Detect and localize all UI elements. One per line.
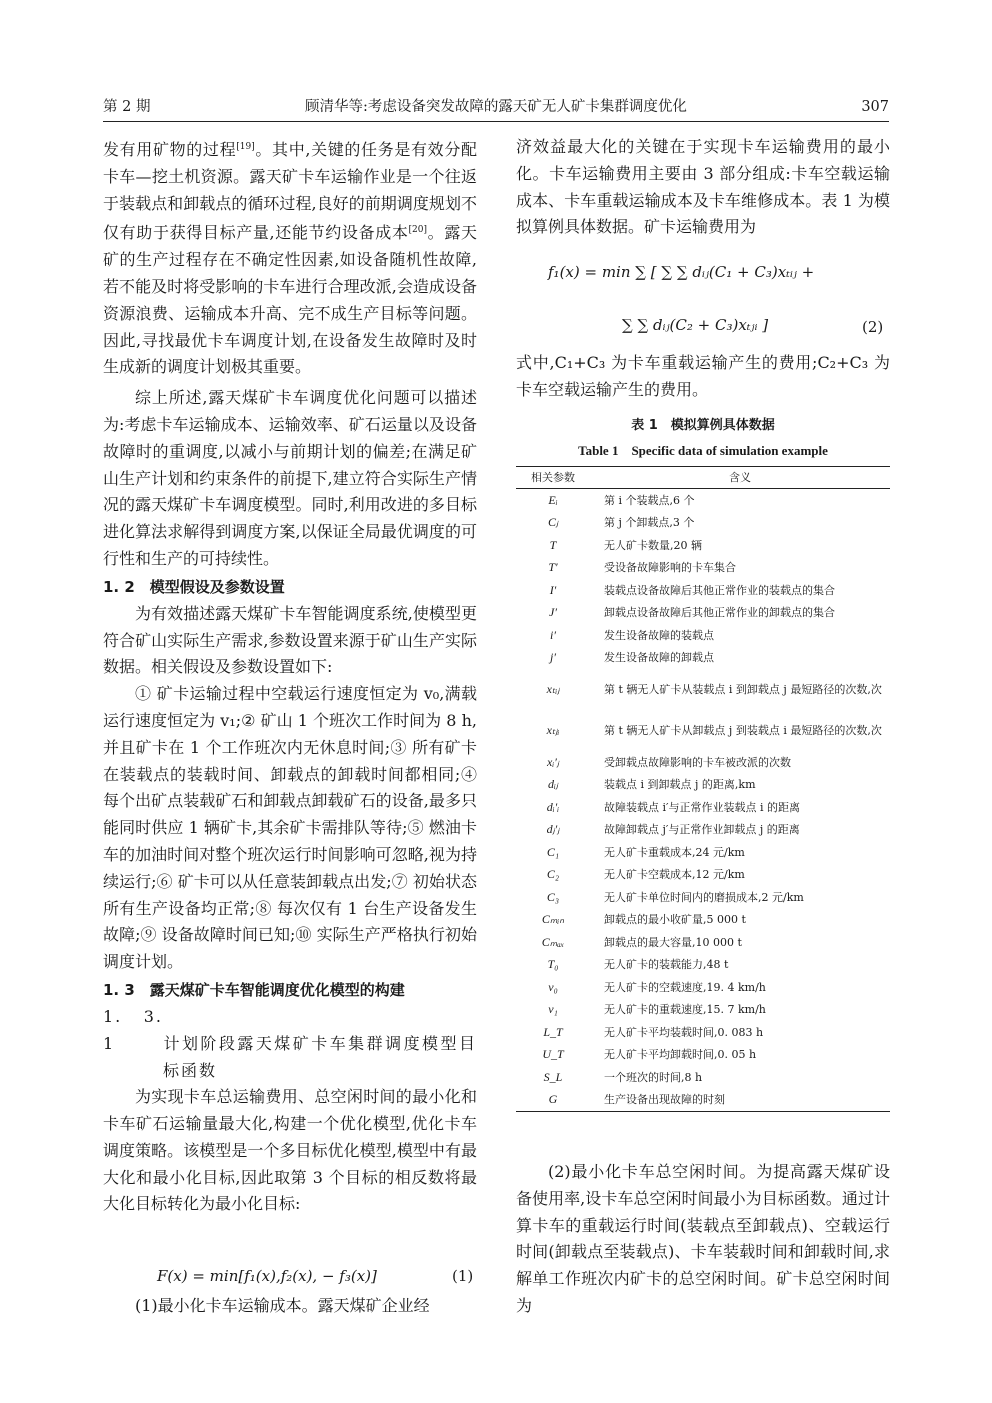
subsection-heading-1-3-1: 1. 3. 1 计划阶段露天煤矿卡车集群调度模型目标函数: [103, 1006, 477, 1080]
equation-1-number: (1): [452, 1267, 474, 1285]
table-cell-symbol: L_T: [543, 1024, 563, 1039]
table-row: [516, 796, 890, 819]
table-cell-symbol: T₀: [547, 957, 559, 972]
table-cell-meaning: 无人矿卡平均卸载时间,0. 05 h: [604, 1048, 757, 1062]
paragraph-objective: 为实现卡车总运输费用、总空闲时间的最小化和卡车矿石运输量最大化,构建一个优化模型,优化卡车调度策略。该模型是一个多目标优化模型,模型中有最大化和最小化目标,因此取第 3 个目标的相反数将最大化目标转化为最小化目标:: [103, 1087, 477, 1214]
paragraph-formula-note: 式中,C₁+C₃ 为卡车重载运输产生的费用;C₂+C₃ 为卡车空载运输产生的费用。: [516, 353, 890, 399]
table-cell-meaning: 第 t 辆无人矿卡从卸载点 j 到装载点 i 最短路径的次数,次: [604, 724, 882, 737]
table-cell-symbol: j′: [550, 650, 556, 665]
table-cell-meaning: 无人矿卡的空载速度,19. 4 km/h: [604, 980, 766, 994]
table-row: [516, 710, 890, 751]
table-row: [516, 864, 890, 887]
table-cell-meaning: 发生设备故障的卸载点: [604, 651, 714, 665]
table-cell-symbol: v₀: [548, 979, 558, 994]
table-cell-meaning: 受设备故障影响的卡车集合: [604, 561, 736, 575]
table-cell-meaning: 无人矿卡重载成本,24 元/km: [604, 845, 745, 859]
table-cell-meaning: 无人矿卡单位时间内的磨损成本,2 元/km: [604, 890, 804, 904]
table-cell-symbol: Eᵢ: [548, 492, 558, 507]
table-cell-meaning: 无人矿卡的装载能力,48 t: [604, 958, 729, 972]
table-cell-symbol: dᵢⱼ: [548, 777, 558, 792]
table-row: [516, 669, 890, 710]
table-cell-symbol: T: [549, 537, 557, 552]
table-cell-meaning: 无人矿卡的重载速度,15. 7 km/h: [604, 1003, 766, 1017]
table-cell-symbol: C₂: [546, 867, 560, 882]
table-cell-symbol: Cⱼ: [547, 515, 559, 530]
paragraph-summary: 综上所述,露天煤矿卡车调度优化问题可以描述为:考虑卡车运输成本、运输效率、矿石运量以及设备故障时的重调度,以减小与前期计划的偏差;在满足矿山生产计划和约束条件的前提下,建立符合实际生产情况的露天煤矿卡车调度模型。同时,利用改进的多目标进化算法求解得到调度方案,以保证全局最优调度的可行性和生产的可持续性。: [103, 388, 477, 568]
table-row: [516, 1089, 890, 1112]
table-cell-meaning: 第 i 个装载点,6 个: [604, 493, 695, 507]
table-row: [516, 886, 890, 909]
table-cell-symbol: T′: [548, 560, 558, 575]
table-cell-symbol: C₁: [546, 844, 560, 859]
table-cell-meaning: 生产设备出现故障的时刻: [604, 1093, 725, 1107]
table-cell-meaning: 装载点 i 到卸载点 j 的距离,km: [604, 778, 756, 792]
table-cell-meaning: 卸载点的最大容量,10 000 t: [604, 935, 742, 949]
parameter-table: [516, 466, 890, 1112]
paragraph-cost: (1)最小化卡车运输成本。露天煤矿企业经: [135, 1296, 430, 1315]
paragraph-cost-cont: 济效益最大化的关键在于实现卡车运输费用的最小化。卡车运输费用主要由 3 部分组成:卡车空载运输成本、卡车重载运输成本及卡车维修成本。表 1 为模拟算例具体数据。矿卡运输费用为: [516, 137, 890, 237]
table-header-parameter: 相关参数: [516, 467, 590, 489]
paragraph-assumptions: ① 矿卡运输过程中空载运行速度恒定为 v₀,满载运行速度恒定为 v₁;② 矿山 1 个班次工作时间为 8 h,并且矿卡在 1 个工作班次内无休息时间;③ 所有矿卡在装载点的装载时间、卸载点的卸载时间都相同;④ 每个出矿点装载矿石和卸载点卸载矿石的设备,最多只能同时供应 1 辆矿卡,其余矿卡需排队等待;⑤ 燃油卡车的加油时间对整个班次运行时间影响可忽略,视为持续运行;⑥ 矿卡可以从任意装卸载点出发;⑦ 初始状态所有生产设备均正常;⑧ 每次仅有 1 台生产设备发生故障;⑨ 设备故障时间已知;⑩ 实际生产严格执行初始调度计划。: [103, 684, 477, 972]
table-row: [516, 954, 890, 977]
table-cell-meaning: 一个班次的时间,8 h: [604, 1070, 703, 1084]
table-row: [516, 751, 890, 774]
section-heading-1-3: 1. 3 露天煤矿卡车智能调度优化模型的构建: [103, 980, 405, 999]
right-column: [516, 134, 890, 241]
table-cell-symbol: Cₘᵢₙ: [541, 912, 565, 927]
table-cell-symbol: dᵢ′ᵢ: [546, 799, 560, 814]
table-cell-meaning: 无人矿卡空载成本,12 元/km: [604, 868, 745, 882]
table-cell-symbol: dⱼ′ⱼ: [546, 822, 560, 837]
table-row: [516, 841, 890, 864]
paragraph-assumptions-intro: 为有效描述露天煤矿卡车智能调度系统,使模型更符合矿山实际生产需求,参数设置来源于矿山生产实际数据。相关假设及参数设置如下:: [103, 603, 477, 677]
equation-2-line-2: ∑ ∑ dᵢⱼ(C₂ + C₃)xₜⱼᵢ ]: [622, 316, 769, 334]
table-row: [516, 1066, 890, 1089]
table-caption-cn: 表 1 模拟算例具体数据: [631, 418, 775, 433]
table-cell-meaning: 故障卸载点 j′与正常作业卸载点 j 的距离: [604, 823, 800, 837]
table-cell-meaning: 第 j 个卸载点,3 个: [604, 516, 695, 530]
paragraph-idle-time: (2)最小化卡车总空闲时间。为提高露天煤矿设备使用率,设卡车总空闲时间最小为目标函数。通过计算卡车的重载运行时间(装载点至卸载点)、空载运行时间(卸载点至装载点)、卡车装载时间和卸载时间,求解单工作班次内矿卡的总空闲时间。矿卡总空闲时间为: [516, 1162, 890, 1315]
table-header-meaning: 含义: [590, 467, 890, 489]
running-title: 顾清华等:考虑设备突发故障的露天矿无人矿卡集群调度优化: [305, 99, 687, 115]
citation-19: [19]: [236, 142, 255, 152]
table-row: [516, 602, 890, 625]
table-cell-symbol: xᵢ′ⱼ: [547, 754, 559, 769]
table-cell-symbol: xₜᵢⱼ: [546, 682, 560, 696]
journal-issue: 第 2 期: [103, 99, 151, 115]
table-cell-symbol: U_T: [542, 1047, 564, 1062]
table-cell-meaning: 故障装载点 i′与正常作业装载点 i 的距离: [604, 800, 801, 814]
paragraph-intro: 发有用矿物的过程[19]。其中,关键的任务是有效分配卡车—挖土机资源。露天矿卡车运输作业是一个往返于装载点和卸载点的循环过程,良好的前期调度规划不仅有助于获得目标产量,还能节约设备成本[20]。露天矿的生产过程存在不确定性因素,如设备随机性故障,若不能及时将受影响的卡车进行合理改派,会造成设备资源浪费、运输成本升高、完不成生产目标等问题。因此,寻找最优卡车调度计划,在设备发生故障时及时生成新的调度计划极其重要。: [103, 140, 477, 377]
table-row: [516, 579, 890, 602]
table-cell-symbol: I′: [549, 582, 557, 597]
equation-2-note: [516, 350, 890, 404]
table-row: [516, 774, 890, 797]
page-number: 307: [861, 99, 889, 115]
equation-2-line-1: f₁(x) = min ∑ [ ∑ ∑ dᵢⱼ(C₁ + C₃)xₜᵢⱼ +: [548, 263, 815, 281]
table-row: [516, 976, 890, 999]
table-cell-meaning: 装载点设备故障后其他正常作业的装载点的集合: [604, 583, 835, 597]
table-caption-en: Table 1 Specific data of simulation example: [578, 443, 828, 458]
right-column-bottom: [516, 1159, 890, 1320]
table-cell-symbol: i′: [550, 627, 556, 642]
table-row: [516, 534, 890, 557]
left-column: [103, 134, 477, 1218]
table-row: [516, 489, 890, 512]
citation-20: [20]: [408, 225, 428, 236]
table-row: [516, 1044, 890, 1067]
table-row: [516, 647, 890, 670]
section-heading-1-2: 1. 2 模型假设及参数设置: [103, 577, 285, 596]
table-cell-meaning: 无人矿卡数量,20 辆: [604, 538, 702, 552]
header-rule: [103, 121, 889, 122]
table-cell-symbol: v₁: [548, 1002, 558, 1017]
table-cell-symbol: xₜⱼᵢ: [546, 723, 560, 737]
equation-2-number: (2): [862, 318, 884, 336]
table-row: [516, 624, 890, 647]
table-cell-symbol: C₃: [546, 889, 560, 904]
table-row: [516, 819, 890, 842]
table-cell-meaning: 发生设备故障的装载点: [604, 628, 714, 642]
table-cell-symbol: J′: [549, 605, 557, 620]
table-row: [516, 999, 890, 1022]
left-column-tail: [103, 1293, 477, 1320]
table-cell-symbol: S_L: [543, 1069, 563, 1084]
table-row: [516, 909, 890, 932]
table-row: [516, 931, 890, 954]
equation-1: F(x) = min[f₁(x),f₂(x), − f₃(x)]: [157, 1267, 377, 1285]
table-cell-symbol: G: [548, 1092, 558, 1107]
table-row: [516, 557, 890, 580]
table-cell-meaning: 卸载点的最小收矿量,5 000 t: [604, 913, 746, 927]
table-header-row: [516, 467, 890, 489]
table-row: [516, 1021, 890, 1044]
table-cell-meaning: 第 t 辆无人矿卡从装载点 i 到卸载点 j 最短路径的次数,次: [604, 683, 882, 696]
table-cell-symbol: Cₘₐₓ: [541, 934, 565, 949]
table-cell-meaning: 受卸载点故障影响的卡车被改派的次数: [604, 755, 791, 769]
table-row: [516, 512, 890, 535]
table-cell-meaning: 卸载点设备故障后其他正常作业的卸载点的集合: [604, 606, 835, 620]
table-cell-meaning: 无人矿卡平均装载时间,0. 083 h: [604, 1025, 764, 1039]
